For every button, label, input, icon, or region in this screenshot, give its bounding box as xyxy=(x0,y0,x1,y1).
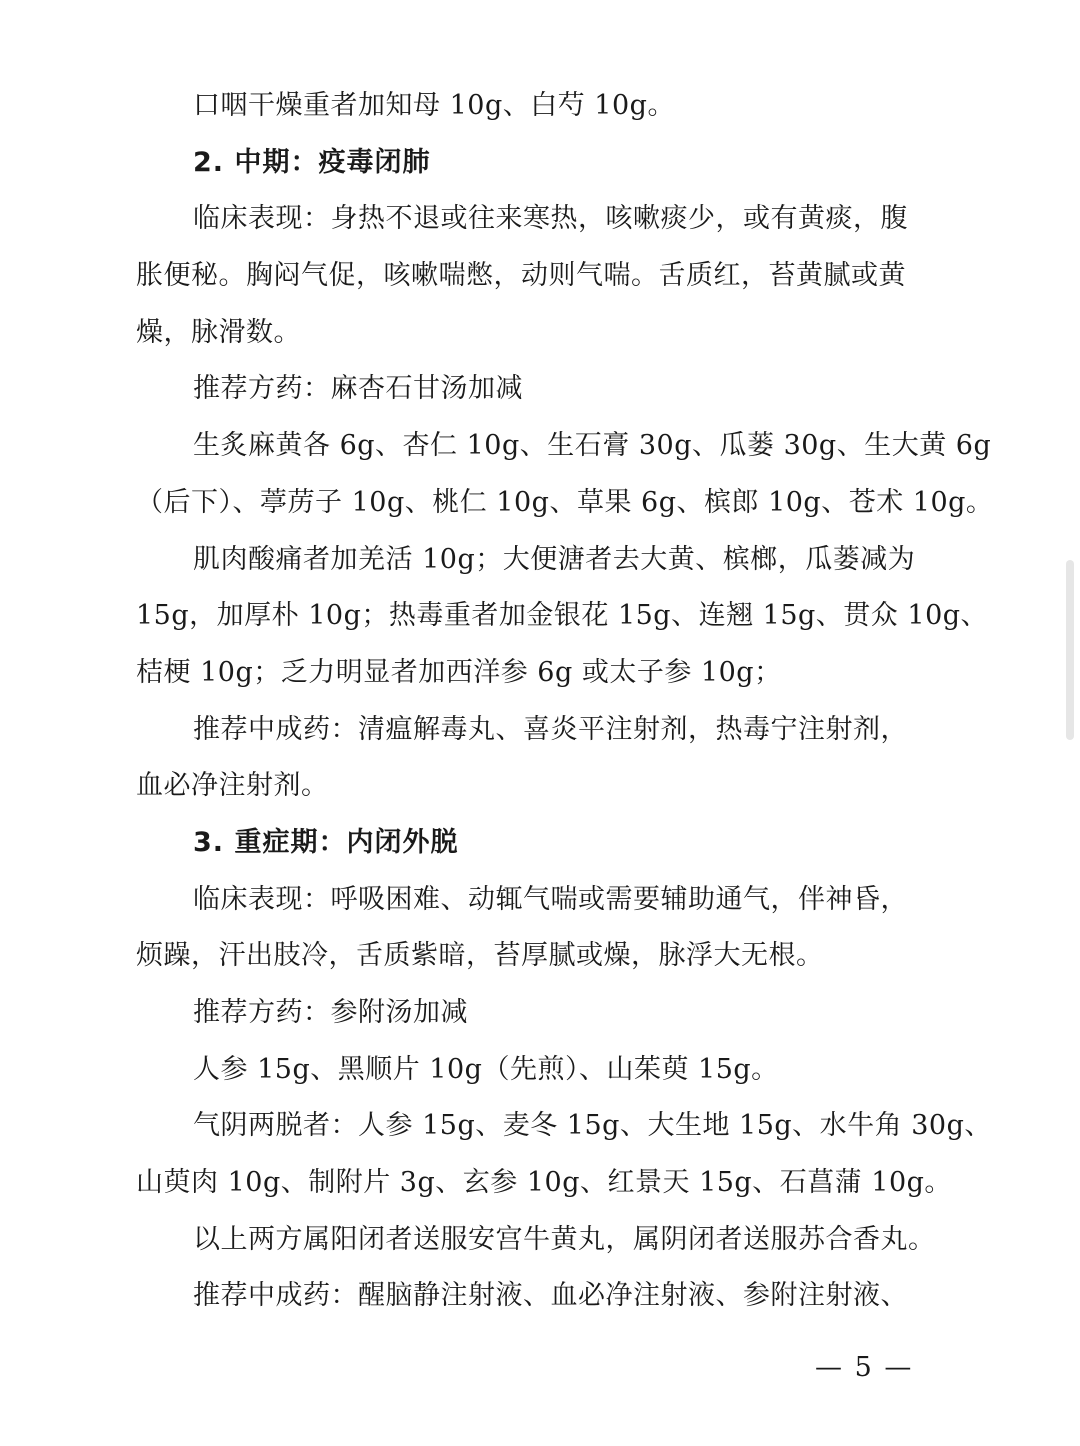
scrollbar[interactable] xyxy=(1066,560,1074,740)
text-line: 推荐中成药：清瘟解毒丸、喜炎平注射剂，热毒宁注射剂， xyxy=(193,713,908,745)
text-line: 推荐中成药：醒脑静注射液、血必净注射液、参附注射液、 xyxy=(193,1280,908,1312)
text-line: 气阴两脱者：人参 15g、麦冬 15g、大生地 15g、水牛角 30g、 xyxy=(193,1110,992,1142)
text-line: 口咽干燥重者加知母 10g、白芍 10g。 xyxy=(193,90,675,121)
text-line: 肌肉酸痛者加羌活 10g；大便溏者去大黄、槟榔，瓜蒌减为 xyxy=(193,543,916,575)
section-heading-severe-stage: 3. 重症期：内闭外脱 xyxy=(193,826,459,858)
text-line: 15g，加厚朴 10g；热毒重者加金银花 15g、连翘 15g、贯众 10g、 xyxy=(136,600,989,632)
page-number: — 5 — xyxy=(815,1352,914,1383)
document-body xyxy=(136,78,994,1325)
text-line: 胀便秘。胸闷气促，咳嗽喘憋，动则气喘。舌质红，苔黄腻或黄 xyxy=(136,260,906,292)
text-line: 生炙麻黄各 6g、杏仁 10g、生石膏 30g、瓜蒌 30g、生大黄 6g xyxy=(193,430,992,462)
text-line: 桔梗 10g；乏力明显者加西洋参 6g 或太子参 10g； xyxy=(136,656,782,688)
text-line: 燥，脉滑数。 xyxy=(136,316,301,348)
text-line: 以上两方属阳闭者送服安宫牛黄丸，属阴闭者送服苏合香丸。 xyxy=(193,1223,936,1255)
text-line: 临床表现：身热不退或往来寒热，咳嗽痰少，或有黄痰，腹 xyxy=(193,203,908,235)
text-line: （后下）、葶苈子 10g、桃仁 10g、草果 6g、槟郎 10g、苍术 10g。 xyxy=(136,486,994,518)
text-line: 推荐方药：参附汤加减 xyxy=(193,997,468,1028)
text-line: 人参 15g、黑顺片 10g（先煎）、山茱萸 15g。 xyxy=(193,1053,779,1085)
text-line: 血必净注射剂。 xyxy=(136,770,329,802)
section-heading-mid-stage: 2. 中期：疫毒闭肺 xyxy=(193,146,431,178)
text-line: 临床表现：呼吸困难、动辄气喘或需要辅助通气，伴神昏， xyxy=(193,883,908,915)
text-line: 烦躁，汗出肢冷，舌质紫暗，苔厚腻或燥，脉浮大无根。 xyxy=(136,940,824,972)
text-line: 山萸肉 10g、制附片 3g、玄参 10g、红景天 15g、石菖蒲 10g。 xyxy=(136,1167,952,1199)
text-line: 推荐方药：麻杏石甘汤加减 xyxy=(193,373,523,405)
